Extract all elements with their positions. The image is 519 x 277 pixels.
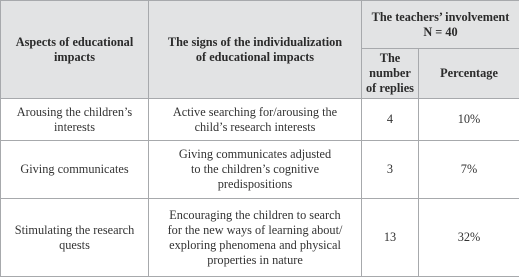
cell-percentage: 7% [419,141,519,199]
header-aspects: Aspects of educational impacts [1,1,149,99]
table-body [1,99,519,277]
cell-number: 3 [362,141,419,199]
cell-number: 4 [362,99,419,141]
cell-aspect: Giving communicates [1,141,149,199]
header-number-of-replies: The number of replies [362,49,419,99]
cell-sign: Active searching for/arousing the child’s research interests [149,99,362,141]
header-signs: The signs of the individualization of educational impacts [149,1,362,99]
table-row [1,199,519,277]
cell-percentage: 32% [419,199,519,277]
header-percentage: Percentage [419,49,519,99]
header-row [1,1,519,49]
table-row [1,141,519,199]
cell-sign: Giving communicates adjusted to the children’s cognitive predispositions [149,141,362,199]
cell-sign: Encouraging the children to search for the new ways of learning about/ exploring phenomena and physical properties in nature [149,199,362,277]
header-involvement: The teachers’ involvement N = 40 [362,1,519,49]
cell-number: 13 [362,199,419,277]
table-header [1,1,519,99]
cell-percentage: 10% [419,99,519,141]
cell-aspect: Stimulating the research quests [1,199,149,277]
table-row [1,99,519,141]
cell-aspect: Arousing the children’s interests [1,99,149,141]
